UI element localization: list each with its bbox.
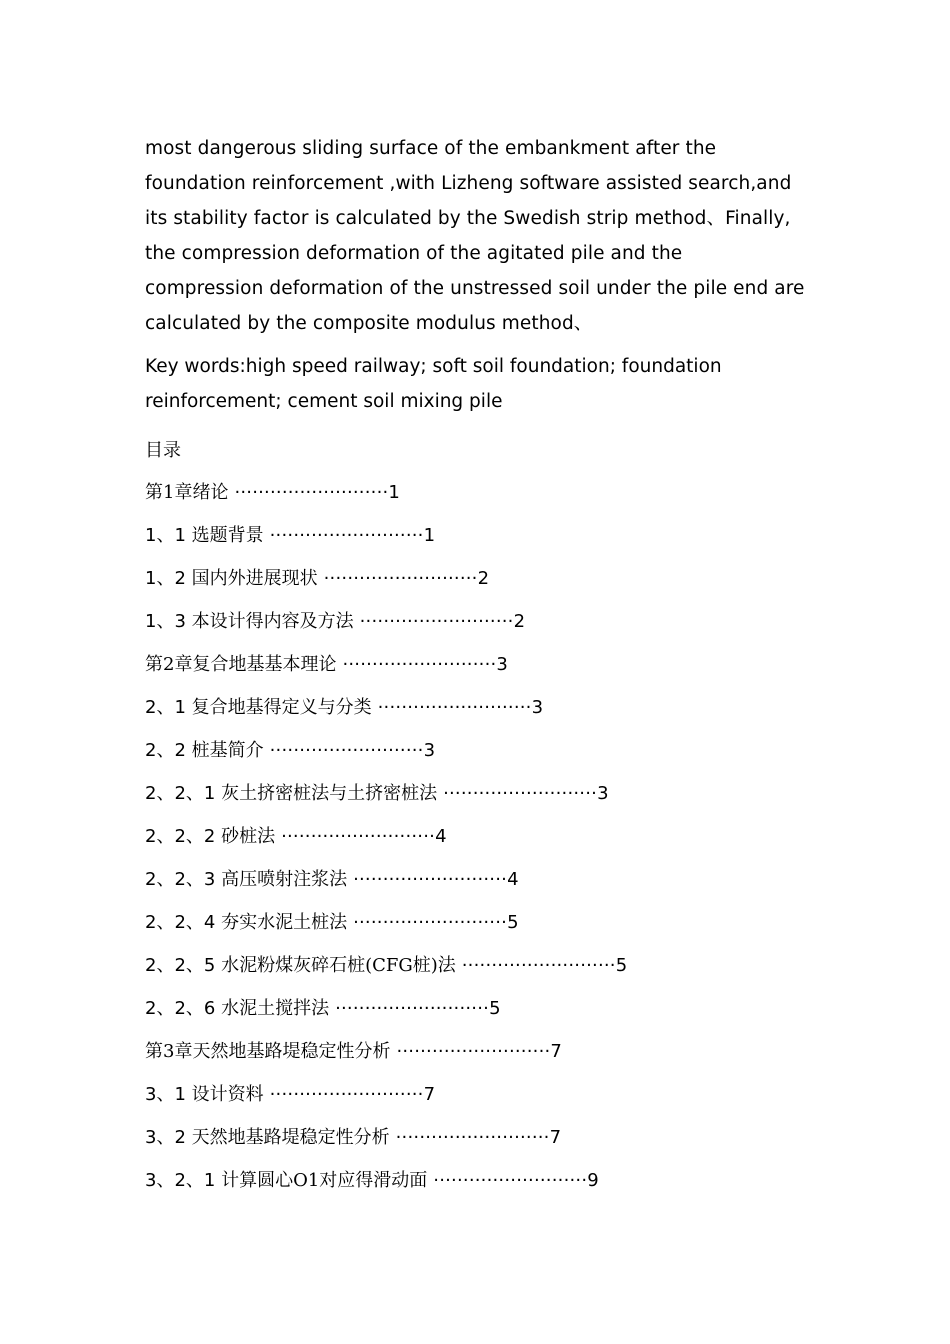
toc-entry-page: 2 (513, 611, 526, 632)
toc-entry (145, 1083, 805, 1126)
toc-entry (145, 868, 805, 911)
toc-entry-leader: ·························· (443, 783, 598, 804)
toc-entry-page: 2 (477, 568, 490, 589)
toc-entry-leader: ·························· (269, 525, 424, 546)
toc-entry-page: 7 (549, 1127, 562, 1148)
toc-entry-number: 第2章 (145, 654, 193, 675)
toc-entry-title: 夯实水泥土桩法 (215, 912, 348, 933)
keywords-paragraph: Key words:high speed railway; soft soil foundation; foundation reinforcement; cement soil mixing pile (145, 356, 722, 412)
toc-entry-leader: ·························· (342, 654, 497, 675)
toc-entry (145, 524, 805, 567)
toc-heading: 目录 (145, 440, 181, 461)
toc-entry-title: 绪论 (192, 482, 229, 503)
toc-entry-leader: ·························· (335, 998, 490, 1019)
toc-entry-title: 水泥土搅拌法 (215, 998, 330, 1019)
page-content (145, 131, 805, 1212)
toc-entry (145, 567, 805, 610)
toc-entry-number: 第1章 (145, 482, 193, 503)
toc-entry-leader: ·························· (433, 1170, 588, 1191)
toc-entry-title: 计算圆心O1对应得滑动面 (215, 1170, 428, 1191)
toc-entry (145, 825, 805, 868)
toc-entry-number: 3、1 (145, 1084, 186, 1105)
toc-entry-title: 国内外进展现状 (185, 568, 318, 589)
toc-entry-page: 4 (435, 826, 447, 847)
table-of-contents (145, 481, 805, 1212)
toc-entry-leader: ·························· (353, 912, 508, 933)
toc-entry-page: 4 (507, 869, 519, 890)
toc-entry-number: 1、1 (145, 525, 186, 546)
toc-entry-page: 3 (531, 697, 544, 718)
toc-entry-page: 9 (587, 1170, 599, 1191)
toc-entry-title: 天然地基路堤稳定性分析 (192, 1041, 391, 1062)
toc-entry (145, 1126, 805, 1169)
toc-entry-leader: ·························· (461, 955, 616, 976)
toc-entry (145, 739, 805, 782)
toc-entry-leader: ·························· (353, 869, 508, 890)
toc-entry-number: 2、2、1 (145, 783, 216, 804)
toc-entry-title: 高压喷射注浆法 (215, 869, 348, 890)
toc-entry (145, 653, 805, 696)
toc-entry-page: 3 (597, 783, 609, 804)
toc-entry-leader: ·························· (377, 697, 532, 718)
toc-entry-number: 2、2、2 (145, 826, 216, 847)
toc-entry (145, 481, 805, 524)
toc-entry-title: 本设计得内容及方法 (185, 611, 354, 632)
toc-entry-number: 第3章 (145, 1041, 193, 1062)
toc-entry-page: 7 (423, 1084, 436, 1105)
toc-entry-number: 2、2、3 (145, 869, 216, 890)
toc-entry-title: 桩基简介 (185, 740, 264, 761)
toc-entry-title: 水泥粉煤灰碎石桩(CFG桩)法 (215, 955, 456, 976)
toc-entry (145, 1040, 805, 1083)
toc-entry (145, 696, 805, 739)
toc-entry-leader: ·························· (269, 740, 424, 761)
toc-entry-number: 1、3 (145, 611, 186, 632)
toc-entry (145, 997, 805, 1040)
toc-entry-page: 1 (388, 482, 400, 503)
toc-entry-title: 选题背景 (185, 525, 264, 546)
toc-entry-page: 3 (423, 740, 436, 761)
toc-entry (145, 911, 805, 954)
toc-entry-page: 5 (615, 955, 628, 976)
toc-entry-leader: ·························· (396, 1041, 551, 1062)
toc-entry-title: 灰土挤密桩法与土挤密桩法 (215, 783, 438, 804)
toc-entry-title: 天然地基路堤稳定性分析 (185, 1127, 390, 1148)
toc-entry-number: 3、2 (145, 1127, 186, 1148)
toc-entry-leader: ·························· (359, 611, 514, 632)
toc-entry-title: 复合地基得定义与分类 (185, 697, 372, 718)
toc-entry-leader: ·························· (269, 1084, 424, 1105)
toc-entry-leader: ·························· (234, 482, 389, 503)
toc-entry-number: 2、1 (145, 697, 186, 718)
toc-entry-page: 7 (550, 1041, 562, 1062)
toc-entry-title: 砂桩法 (215, 826, 276, 847)
toc-entry (145, 954, 805, 997)
toc-entry-leader: ·························· (395, 1127, 550, 1148)
toc-entry (145, 782, 805, 825)
toc-entry-number: 2、2 (145, 740, 186, 761)
toc-entry-page: 5 (507, 912, 519, 933)
toc-entry (145, 610, 805, 653)
toc-entry-title: 复合地基基本理论 (192, 654, 337, 675)
toc-entry-leader: ·························· (281, 826, 436, 847)
toc-entry-page: 1 (423, 525, 436, 546)
toc-entry-page: 5 (489, 998, 501, 1019)
toc-entry-number: 2、2、6 (145, 998, 216, 1019)
toc-entry-number: 2、2、4 (145, 912, 216, 933)
abstract-paragraph: most dangerous sliding surface of the embankment after the foundation reinforcement ,with Lizheng software assisted search,and its stability factor is calculated by the Swedish strip method、Finally, the compression deformation of the agitated pile and the compression deformation of the unstressed soil under the pile end are calculated by the composite modulus method、 (145, 138, 805, 334)
toc-entry (145, 1169, 805, 1212)
toc-entry-page: 3 (496, 654, 508, 675)
toc-entry-number: 1、2 (145, 568, 186, 589)
toc-entry-number: 2、2、5 (145, 955, 216, 976)
toc-entry-number: 3、2、1 (145, 1170, 216, 1191)
toc-entry-title: 设计资料 (185, 1084, 264, 1105)
toc-entry-leader: ·························· (323, 568, 478, 589)
